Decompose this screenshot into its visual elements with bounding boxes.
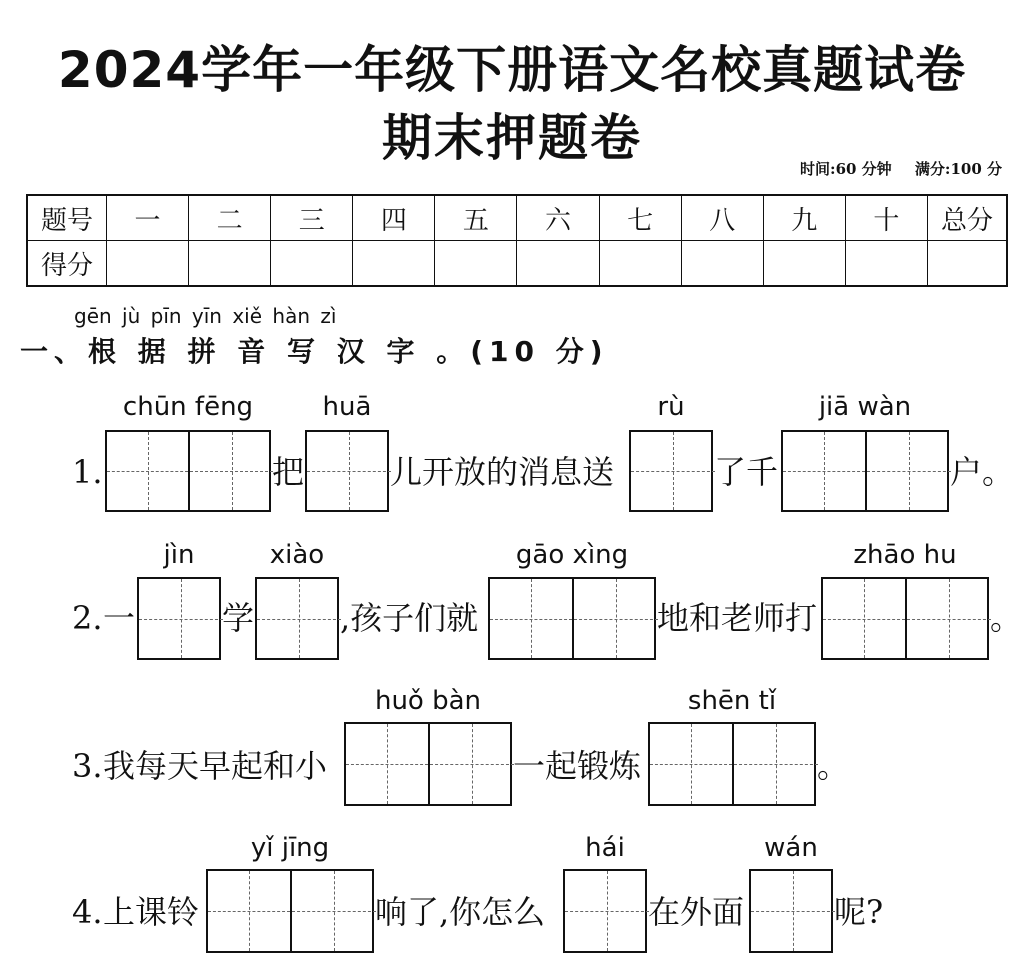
q3-number: 3.: [72, 747, 103, 785]
q4-text-2: 在外面: [648, 893, 745, 931]
score-input-cell[interactable]: [435, 241, 517, 287]
section-1-pinyin: gēn jù pīn yīn xiě hàn zì: [74, 304, 337, 328]
q2-number: 2.: [72, 599, 103, 637]
q3-text-1: 一起锻炼: [513, 747, 642, 785]
q4-writing-box-1[interactable]: [206, 869, 374, 953]
q1-pinyin-4: jiā wàn: [818, 392, 912, 422]
q2-writing-box-2[interactable]: [255, 577, 339, 660]
score-header-cell: 三: [271, 195, 353, 241]
q1-text-1: 把: [272, 453, 305, 491]
q2-text-3: 地和老师打: [657, 599, 818, 637]
q4-number: 4.: [72, 893, 103, 931]
score-header-cell: 七: [599, 195, 681, 241]
score-input-cell[interactable]: [189, 241, 271, 287]
score-input-cell[interactable]: [681, 241, 763, 287]
score-row-label: 得分: [27, 241, 107, 287]
q2-writing-box-3[interactable]: [488, 577, 656, 660]
score-input-cell[interactable]: [845, 241, 927, 287]
score-header-cell: 题号: [27, 195, 107, 241]
q2-writing-box-4[interactable]: [821, 577, 989, 660]
q2-text-1: 学: [222, 599, 255, 637]
q3-text-0: 我每天早起和小: [103, 747, 328, 785]
q4-writing-box-2[interactable]: [563, 869, 647, 953]
score-table-header-row: [27, 195, 1007, 241]
q1-text-4: 户。: [950, 453, 1015, 491]
score-header-cell: 八: [681, 195, 763, 241]
exam-subtitle: 期末押题卷: [382, 109, 642, 167]
q3-pinyin-1: huǒ bàn: [374, 686, 482, 716]
score-input-cell[interactable]: [271, 241, 353, 287]
score-header-cell: 二: [189, 195, 271, 241]
q1-text-3: 了千: [714, 453, 779, 491]
q2-pinyin-2: xiào: [269, 540, 325, 570]
score-input-cell[interactable]: [928, 241, 1008, 287]
score-input-cell[interactable]: [353, 241, 435, 287]
q2-pinyin-1: jìn: [163, 540, 195, 570]
q4-text-3: 呢?: [834, 893, 884, 931]
q4-writing-box-3[interactable]: [749, 869, 833, 953]
q4-text-1: 响了,你怎么: [375, 893, 546, 931]
exam-meta: [782, 158, 1002, 179]
q4-pinyin-3: wán: [764, 833, 818, 863]
q1-writing-box-1[interactable]: [105, 430, 271, 512]
score-header-cell: 六: [517, 195, 599, 241]
q2-text-4: 。: [990, 599, 1023, 637]
score-header-cell: 一: [107, 195, 189, 241]
score-header-cell: 四: [353, 195, 435, 241]
q2-text-0: 一: [103, 599, 136, 637]
q1-writing-box-4[interactable]: [781, 430, 949, 512]
score-header-cell: 十: [845, 195, 927, 241]
score-table: [26, 194, 1008, 287]
score-table-score-row: [27, 241, 1007, 287]
q3-writing-box-2[interactable]: [648, 722, 816, 806]
q1-writing-box-2[interactable]: [305, 430, 389, 512]
score-input-cell[interactable]: [517, 241, 599, 287]
exam-time: 时间:60 分钟: [800, 160, 892, 178]
score-input-cell[interactable]: [599, 241, 681, 287]
q1-text-2: 儿开放的消息送: [390, 453, 615, 491]
score-input-cell[interactable]: [107, 241, 189, 287]
q2-pinyin-3: gāo xìng: [515, 540, 629, 570]
q1-writing-box-3[interactable]: [629, 430, 713, 512]
q3-text-2: 。: [817, 747, 850, 785]
q4-pinyin-2: hái: [585, 833, 625, 863]
section-1-title: 一、根 据 拼 音 写 汉 字 。(10 分): [20, 335, 609, 368]
q3-pinyin-2: shēn tǐ: [687, 686, 777, 716]
q3-writing-box-1[interactable]: [344, 722, 512, 806]
exam-title: 2024学年一年级下册语文名校真题试卷: [57, 41, 967, 99]
q1-number: 1.: [72, 453, 103, 491]
exam-full-score: 满分:100 分: [914, 160, 1002, 178]
score-header-cell: 九: [763, 195, 845, 241]
q4-text-0: 上课铃: [103, 893, 200, 931]
q1-pinyin-3: rù: [657, 392, 685, 422]
q2-pinyin-4: zhāo hu: [853, 540, 957, 570]
q2-writing-box-1[interactable]: [137, 577, 221, 660]
q1-pinyin-1: chūn fēng: [122, 392, 254, 422]
q4-pinyin-1: yǐ jīng: [250, 833, 330, 863]
q1-pinyin-2: huā: [322, 392, 372, 422]
score-header-cell: 五: [435, 195, 517, 241]
q2-text-2: ,孩子们就: [340, 599, 479, 637]
score-input-cell[interactable]: [763, 241, 845, 287]
score-header-cell: 总分: [928, 195, 1008, 241]
